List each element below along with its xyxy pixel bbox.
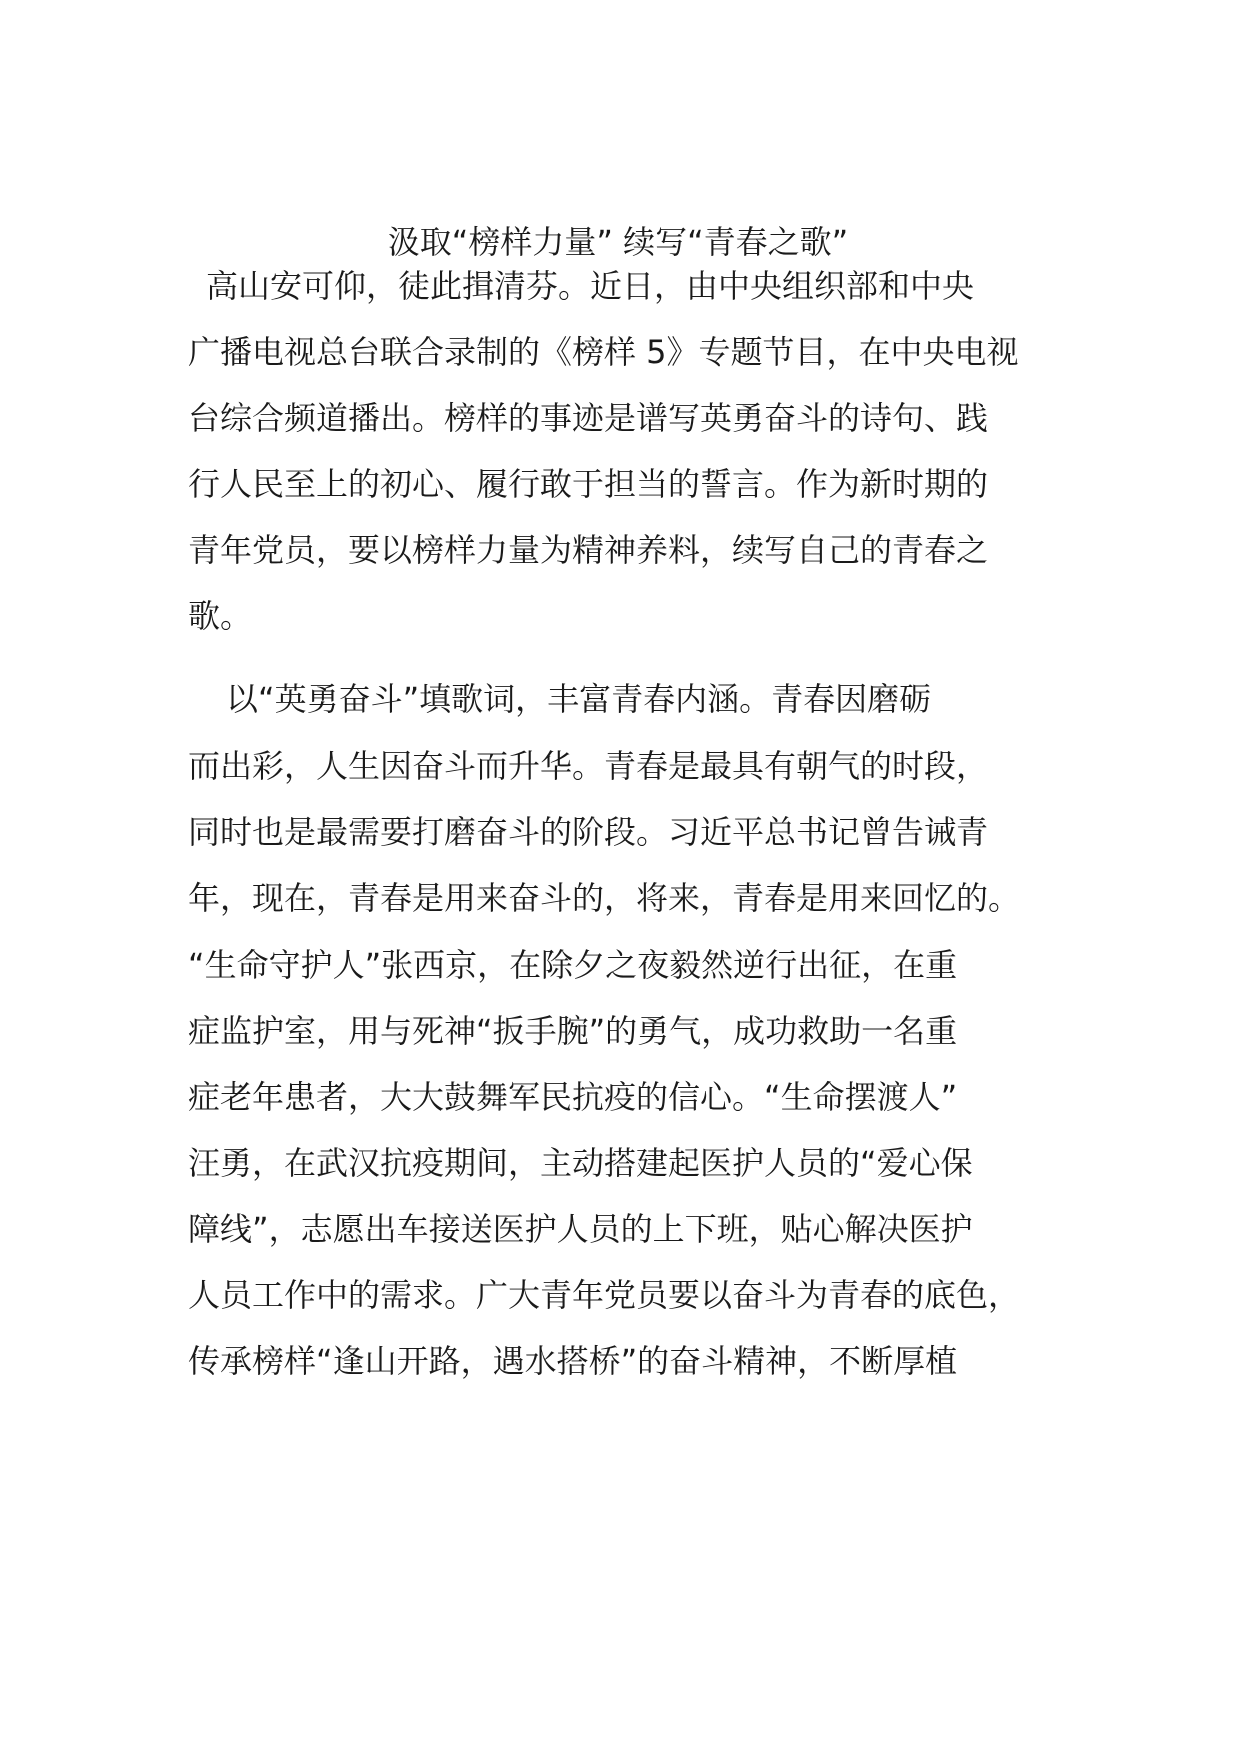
paragraph-line: 症监护室，用与死神“扳手腕”的勇气，成功救助一名重: [188, 1012, 958, 1050]
paragraph-line: 台综合频道播出。榜样的事迹是谱写英勇奋斗的诗句、践: [188, 399, 989, 437]
paragraph-line: 人员工作中的需求。广大青年党员要以奋斗为青春的底色，: [188, 1276, 1021, 1314]
paragraph-line: 高山安可仰，徒此揖清芬。近日，由中央组织部和中央: [206, 267, 975, 305]
paragraph-line: 症老年患者，大大鼓舞军民抗疫的信心。“生命摆渡人”: [188, 1078, 958, 1116]
paragraph-line: 青年党员，要以榜样力量为精神养料，续写自己的青春之: [188, 531, 989, 569]
paragraph-line: 以“英勇奋斗”填歌词，丰富青春内涵。青春因磨砺: [226, 680, 932, 718]
document-title: 汲取“榜样力量” 续写“青春之歌”: [387, 223, 849, 261]
paragraph-line: 汪勇，在武汉抗疫期间，主动搭建起医护人员的“爱心保: [188, 1144, 973, 1182]
paragraph-line: 障线”，志愿出车接送医护人员的上下班，贴心解决医护: [188, 1210, 973, 1248]
paragraph-line: 行人民至上的初心、履行敢于担当的誓言。作为新时期的: [188, 465, 989, 503]
paragraph-line: 年，现在，青春是用来奋斗的，将来，青春是用来回忆的。: [188, 879, 1021, 917]
paragraph-line: 而出彩，人生因奋斗而升华。青春是最具有朝气的时段，: [188, 747, 989, 785]
paragraph-line: “生命守护人”张西京，在除夕之夜毅然逆行出征，在重: [188, 946, 958, 984]
paragraph-line: 广播电视总台联合录制的《榜样 5》专题节目，在中央电视: [188, 333, 1019, 371]
paragraph-line: 同时也是最需要打磨奋斗的阶段。习近平总书记曾告诫青: [188, 813, 989, 851]
paragraph-line: 歌。: [188, 597, 253, 635]
paragraph-line: 传承榜样“逢山开路，遇水搭桥”的奋斗精神，不断厚植: [188, 1342, 958, 1380]
